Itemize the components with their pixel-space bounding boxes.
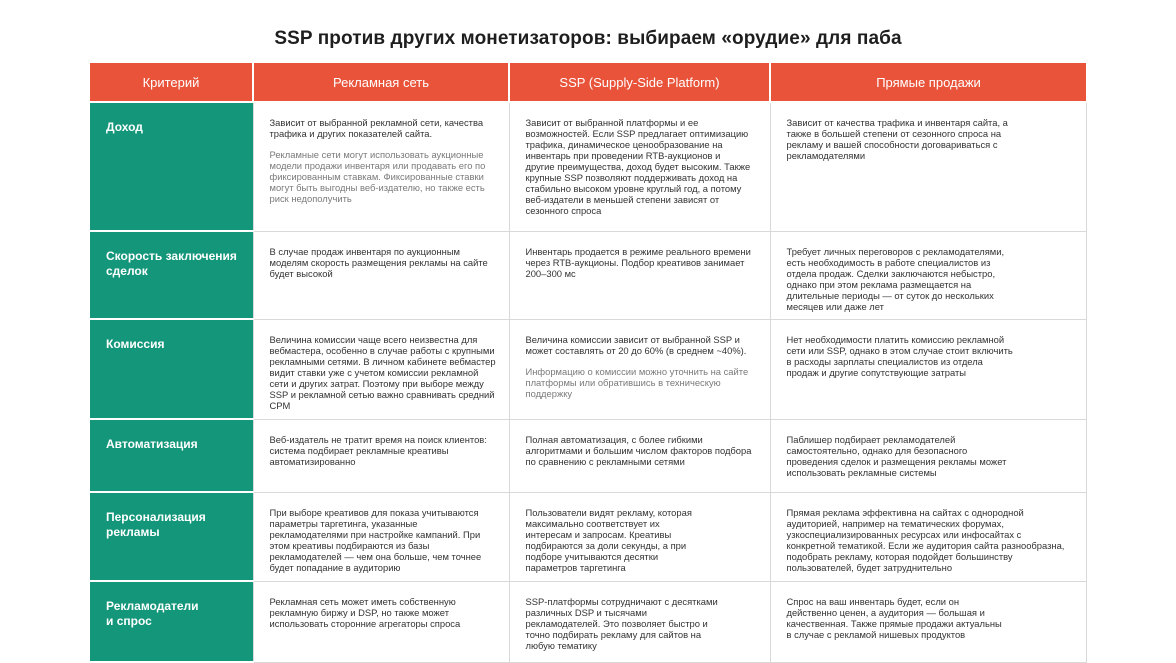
- page-title: SSP против других монетизаторов: выбираем «орудие» для паба: [274, 28, 902, 49]
- cell-text: Величина комиссии чаще всего неизвестна для вебмастера, особенно в случае работы с крупными рекламными сетями. В личном кабинете вебмастер видит ставки уже с учетом комиссии рекламной сети и других затрат. Поэтому при выборе между SSP и рекламной сетью важно сравнивать средний CPM: [269, 333, 496, 411]
- direct-sales-cell: [770, 231, 1086, 319]
- ssp-cell: [509, 492, 770, 581]
- ad-network-cell: [253, 319, 509, 419]
- criterion-cell: [90, 102, 253, 231]
- criterion-cell: [90, 492, 253, 581]
- table-header: [90, 63, 1086, 102]
- criterion-label: Рекламодатели и спрос: [106, 599, 199, 628]
- cell-text: Полная автоматизация, с более гибкими алгоритмами и большим числом факторов подбора по сравнению с рекламными сетями: [525, 433, 752, 467]
- cell-note: Рекламные сети могут использовать аукционные модели продажи инвентаря или продавать его по фиксированным ставкам. Фиксированные ставки могут быть выгодны веб-издателю, но также есть риск недополучить: [269, 149, 486, 204]
- cell-text: Спрос на ваш инвентарь будет, если он действенно ценен, а аудитория — большая и качественная. Также прямые продажи актуальны в случае с рекламой нишевых продуктов: [786, 595, 1002, 640]
- cell-text: SSP-платформы сотрудничают с десятками различных DSP и тысячами рекламодателей. Это позволяет быстро и точно подбирать рекламу для сайтов на любую тематику: [525, 595, 718, 651]
- ad-network-cell: [253, 231, 509, 319]
- criterion-cell: [90, 231, 253, 319]
- cell-text: При выборе креативов для показа учитываются параметры таргетинга, указанные рекламодателями при настройке кампаний. При этом креативы подбираются из базы рекламодателей — чем она больше, чем точнее будет попадание в аудиторию: [269, 506, 482, 573]
- cell-text: Инвентарь продается в режиме реального времени через RTB-аукционы. Подбор креативов занимает 200–300 мс: [525, 245, 751, 279]
- ssp-cell: [509, 319, 770, 419]
- direct-sales-cell: [770, 419, 1086, 492]
- cell-text: Зависит от качества трафика и инвентаря сайта, а также в большей степени от сезонного спроса на рекламу и вашей способности договариваться с рекламодателями: [786, 117, 1008, 161]
- table-row: [90, 231, 1086, 319]
- cell-text: Пользователи видят рекламу, которая максимально соответствует их интересам и запросам. Креативы подбираются за доли секунды, а при подборе учитываются десятки параметров таргетинга: [525, 506, 692, 573]
- cell-text: Паблишер подбирает рекламодателей самостоятельно, однако для безопасного проведения сделок и размещения рекламы может использовать рекламные системы: [786, 433, 1007, 478]
- table-row: [90, 419, 1086, 492]
- criterion-cell: [90, 319, 253, 419]
- cell-text: Нет необходимости платить комиссию рекламной сети или SSP, однако в этом случае стоит включить в расходы зарплаты специалистов из отдела продаж и другие сопутствующие затраты: [786, 333, 1013, 378]
- criterion-cell: [90, 419, 253, 492]
- ssp-cell: [509, 102, 770, 231]
- table-row: [90, 102, 1086, 231]
- direct-sales-cell: [770, 492, 1086, 581]
- cell-text: Зависит от выбранной платформы и ее возможностей. Если SSP предлагает оптимизацию трафика, динамическое ценообразование на инвентарь при проведении RTB-аукционов и другие преимущества, доход будет высоким. Также крупные SSP позволяют поддерживать доход на стабильно высоком уровне круглый год, а потому веб-издатели в меньшей степени зависят от сезонного спроса: [525, 117, 751, 216]
- cell-text: Величина комиссии зависит от выбранной SSP и может составлять от 20 до 60% (в среднем ~40%).: [525, 333, 747, 356]
- header-row: [90, 63, 1086, 102]
- cell-note: Информацию о комиссии можно уточнить на сайте платформы или обратившись в техническую поддержку: [525, 365, 749, 399]
- ad-network-cell: [253, 581, 509, 662]
- ad-network-cell: [253, 419, 509, 492]
- ssp-cell: [509, 231, 770, 319]
- header-ssp: SSP (Supply-Side Platform): [509, 63, 770, 102]
- table-row: [90, 319, 1086, 419]
- cell-text: Требует личных переговоров с рекламодателями, есть необходимость в работе специалистов из отдела продаж. Сделки заключаются небыстро, однако при этом реклама размещается на длительные периоды — от суток до нескольких месяцев или даже лет: [786, 245, 1005, 312]
- ssp-cell: [509, 581, 770, 662]
- header-ad-network: Рекламная сеть: [253, 63, 509, 102]
- criterion-label: Персонализация рекламы: [106, 510, 206, 539]
- ssp-cell: [509, 419, 770, 492]
- table-row: [90, 581, 1086, 662]
- cell-text: Веб-издатель не тратит время на поиск клиентов: система подбирает рекламные креативы автоматизированно: [269, 433, 487, 467]
- criterion-label: Доход: [106, 120, 143, 134]
- cell-text: Рекламная сеть может иметь собственную рекламную биржу и DSP, но также может использовать сторонние агрегаторы спроса: [269, 595, 461, 629]
- criterion-cell: [90, 581, 253, 662]
- criterion-label: Автоматизация: [106, 437, 198, 451]
- criterion-label: Скорость заключения сделок: [106, 249, 237, 278]
- cell-text: Зависит от выбранной рекламной сети, качества трафика и других показателей сайта.: [269, 117, 484, 139]
- cell-text: В случае продаж инвентаря по аукционным моделям скорость размещения рекламы на сайте будет высокой: [269, 245, 488, 279]
- criterion-label: Комиссия: [106, 337, 165, 351]
- ad-network-cell: [253, 492, 509, 581]
- direct-sales-cell: [770, 319, 1086, 419]
- header-criterion: Критерий: [90, 63, 253, 102]
- table-row: [90, 492, 1086, 581]
- direct-sales-cell: [770, 102, 1086, 231]
- comparison-table: [90, 63, 1087, 663]
- header-direct-sales: Прямые продажи: [770, 63, 1086, 102]
- ad-network-cell: [253, 102, 509, 231]
- direct-sales-cell: [770, 581, 1086, 662]
- cell-text: Прямая реклама эффективна на сайтах с однородной аудиторией, например на тематических форумах, узкоспециализированных ресурсах или инфосайтах с конкретной тематикой. Если же аудитория сайта разнообразна, подобрать рекламу, которая подойдет большинству пользователей, будет затруднительно: [786, 506, 1065, 573]
